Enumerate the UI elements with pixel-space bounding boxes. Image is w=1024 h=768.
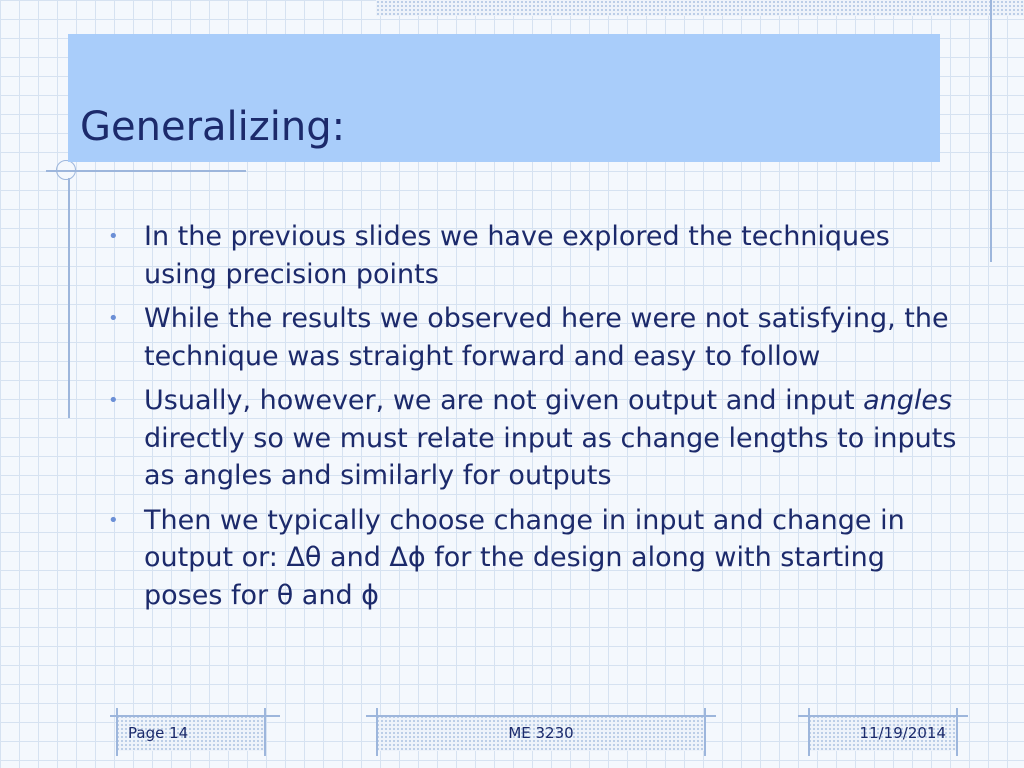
footer-page-box	[116, 715, 266, 751]
bullet-item	[104, 382, 964, 495]
footer-frame-line	[110, 715, 280, 717]
footer-frame-line	[366, 715, 716, 717]
bullet-dot-icon: •	[108, 390, 119, 411]
bullet-dot-icon: •	[108, 226, 119, 247]
page-number: Page 14	[128, 724, 189, 742]
decorative-left-line	[68, 178, 70, 418]
course-code: ME 3230	[508, 724, 574, 742]
bullet-item	[104, 300, 964, 375]
footer-frame-line	[798, 715, 968, 717]
decorative-circle-icon	[56, 160, 76, 180]
bullet-text: While the results we observed here were not satisfying, the technique was straight forward and easy to follow	[144, 303, 949, 372]
bullet-item	[104, 218, 964, 293]
bullet-list	[104, 218, 964, 621]
bullet-item	[104, 502, 964, 615]
footer-date-box	[808, 715, 958, 751]
bullet-dot-icon: •	[108, 308, 119, 329]
bullet-text: Then we typically choose change in input and change in output or: Δθ and Δϕ for the design along with starting poses for θ and ϕ	[144, 504, 905, 611]
slide-title: Generalizing:	[80, 104, 346, 150]
bullet-text: angles	[863, 385, 953, 416]
decorative-vertical-line	[990, 0, 992, 262]
bullet-text: Usually, however, we are not given output and input	[144, 385, 864, 416]
slide-date: 11/19/2014	[859, 724, 946, 742]
bullet-text: directly so we must relate input as change lengths to inputs as angles and similarly for outputs	[144, 422, 957, 491]
decorative-horizontal-line	[46, 170, 246, 172]
bullet-dot-icon: •	[108, 509, 119, 531]
bullet-text: In the previous slides we have explored the techniques using precision points	[144, 221, 890, 290]
footer-course-box	[376, 715, 706, 751]
decorative-dotted-strip	[376, 0, 1024, 16]
title-banner	[68, 34, 940, 162]
